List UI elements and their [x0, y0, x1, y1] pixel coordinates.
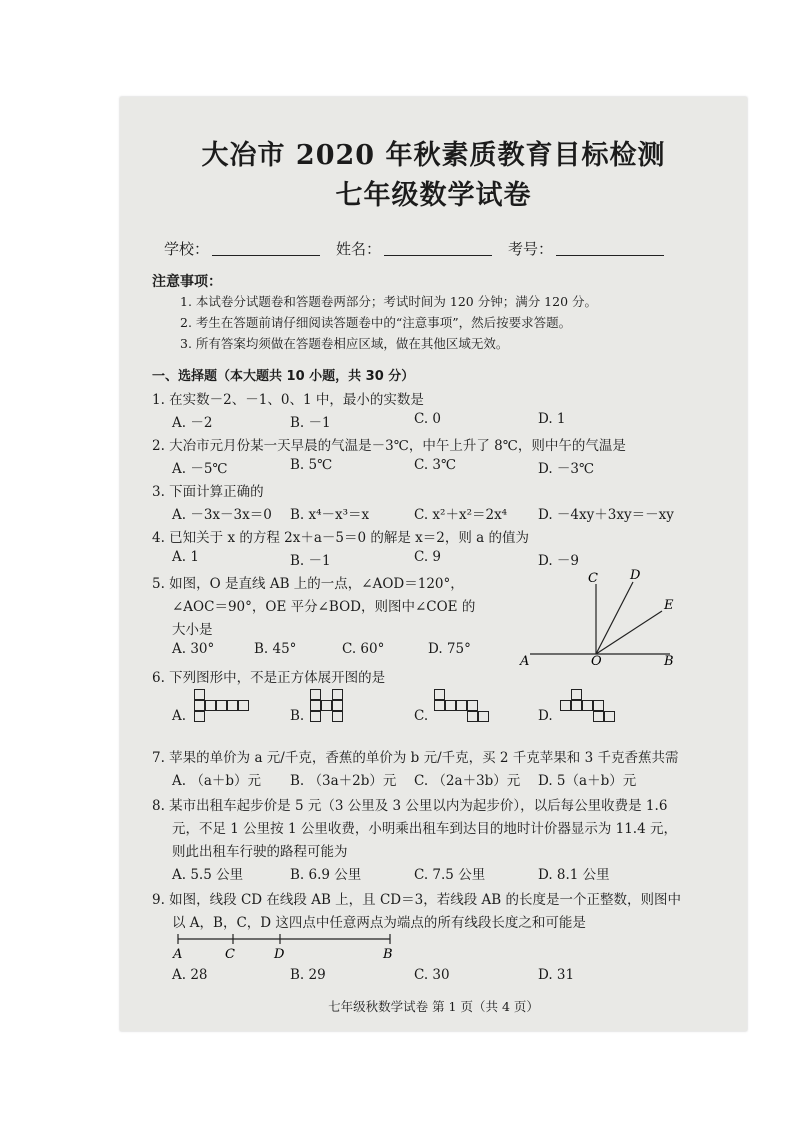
question-9-line1: 9. 如图，线段 CD 在线段 AB 上，且 CD＝3，若线段 AB 的长度是一个正整数，则图中: [152, 892, 681, 908]
question-7: 7. 苹果的单价为 a 元/千克，香蕉的单价为 b 元/千克，买 2 千克苹果和 3 千克香蕉共需: [152, 750, 679, 766]
seg-label-b: B: [383, 947, 393, 962]
q5-option-b: B. 45°: [254, 641, 297, 657]
q6-option-b: B.: [290, 708, 305, 724]
q3-option-a: A. －3x－3x＝0: [172, 507, 272, 523]
exam-no-field[interactable]: [556, 255, 664, 256]
q4-option-a: A. 1: [172, 549, 199, 565]
question-2: 2. 大冶市元月份某一天早晨的气温是－3℃，中午上升了 8℃，则中午的气温是: [152, 438, 626, 454]
label-a: A: [520, 654, 530, 667]
label-b: B: [664, 654, 674, 667]
name-label: 姓名：: [336, 240, 382, 258]
q4-option-c: C. 9: [414, 549, 442, 565]
q1-option-b: B. －1: [290, 415, 331, 431]
label-o: O: [591, 654, 602, 667]
seg-label-d: D: [274, 947, 285, 962]
q1-option-d: D. 1: [538, 411, 566, 427]
q2-option-c: C. 3℃: [414, 457, 457, 473]
q6-option-d: D.: [538, 708, 553, 724]
q8-option-b: B. 6.9 公里: [290, 867, 362, 883]
question-3: 3. 下面计算正确的: [152, 484, 264, 500]
question-5-line3: 大小是: [172, 622, 213, 638]
q9-option-d: D. 31: [538, 967, 575, 983]
q9-option-b: B. 29: [290, 967, 326, 983]
q4-option-b: B. －1: [290, 553, 331, 569]
q1-option-a: A. －2: [172, 415, 213, 431]
seg-label-c: C: [225, 947, 235, 962]
notice-item: 1. 本试卷分试题卷和答题卷两部分；考试时间为 120 分钟；满分 120 分。: [180, 294, 598, 309]
question-8-line2: 元，不足 1 公里按 1 公里收费，小明乘出租车到达目的地时计价器显示为 11.4 元，: [172, 821, 677, 837]
school-field[interactable]: [212, 255, 320, 256]
question-5-line2: ∠AOC＝90°，OE 平分∠BOD，则图中∠COE 的: [172, 599, 476, 615]
label-d: D: [630, 568, 641, 583]
question-9-line2: 以 A，B，C，D 这四点中任意两点为端点的所有线段长度之和可能是: [172, 915, 586, 931]
q5-option-c: C. 60°: [342, 641, 385, 657]
notice-heading: 注意事项：: [152, 274, 222, 290]
label-e: E: [664, 598, 674, 613]
exam-title: 大冶市 2020 年秋素质教育目标检测: [201, 140, 666, 171]
question-1: 1. 在实数－2、－1、0、1 中，最小的实数是: [152, 392, 424, 408]
school-label: 学校：: [164, 240, 210, 258]
q4-option-d: D. －9: [538, 553, 580, 569]
seg-label-a: A: [173, 947, 183, 962]
q7-option-d: D. 5（a＋b）元: [538, 773, 637, 789]
q2-option-d: D. －3℃: [538, 461, 595, 477]
q2-option-a: A. －5℃: [172, 461, 228, 477]
q3-option-c: C. x²＋x²＝2x⁴: [414, 507, 508, 523]
q2-option-b: B. 5℃: [290, 457, 333, 473]
exam-no-label: 考号：: [508, 240, 554, 258]
q8-option-d: D. 8.1 公里: [538, 867, 610, 883]
q1-option-c: C. 0: [414, 411, 442, 427]
question-5-line1: 5. 如图，O 是直线 AB 上的一点，∠AOD＝120°，: [152, 576, 464, 592]
q3-option-d: D. －4xy＋3xy＝－xy: [538, 507, 674, 523]
exam-paper: [120, 97, 747, 1031]
question-8-line3: 则此出租车行驶的路程可能为: [172, 844, 348, 860]
q8-option-a: A. 5.5 公里: [172, 867, 244, 883]
label-c: C: [588, 571, 598, 586]
q9-option-a: A. 28: [172, 967, 208, 983]
q9-option-c: C. 30: [414, 967, 450, 983]
q7-option-a: A. （a＋b）元: [172, 773, 262, 789]
q7-option-b: B. （3a＋2b）元: [290, 773, 397, 789]
q8-option-c: C. 7.5 公里: [414, 867, 486, 883]
question-6: 6. 下列图形中，不是正方体展开图的是: [152, 670, 386, 686]
exam-subtitle: 七年级数学试卷: [335, 180, 532, 211]
name-field[interactable]: [384, 255, 492, 256]
q7-option-c: C. （2a＋3b）元: [414, 773, 521, 789]
question-8-line1: 8. 某市出租车起步价是 5 元（3 公里及 3 公里以内为起步价），以后每公里收费是 1.6: [152, 798, 668, 814]
q5-option-d: D. 75°: [428, 641, 471, 657]
q3-option-b: B. x⁴－x³＝x: [290, 507, 370, 523]
notice-item: 3. 所有答案均须做在答题卷相应区域，做在其他区域无效。: [180, 336, 509, 351]
segment-figure: [172, 931, 402, 963]
q5-option-a: A. 30°: [172, 641, 215, 657]
notice-item: 2. 考生在答题前请仔细阅读答题卷中的“注意事项”，然后按要求答题。: [180, 315, 572, 330]
section-heading: 一、选择题（本大题共 10 小题，共 30 分）: [152, 369, 415, 384]
page-footer: 七年级秋数学试卷 第 1 页（共 4 页）: [328, 999, 539, 1014]
q6-option-c: C.: [414, 708, 429, 724]
q6-option-a: A.: [172, 708, 187, 724]
question-4: 4. 已知关于 x 的方程 2x＋a－5＝0 的解是 x＝2，则 a 的值为: [152, 530, 530, 546]
angle-figure: [516, 567, 686, 667]
